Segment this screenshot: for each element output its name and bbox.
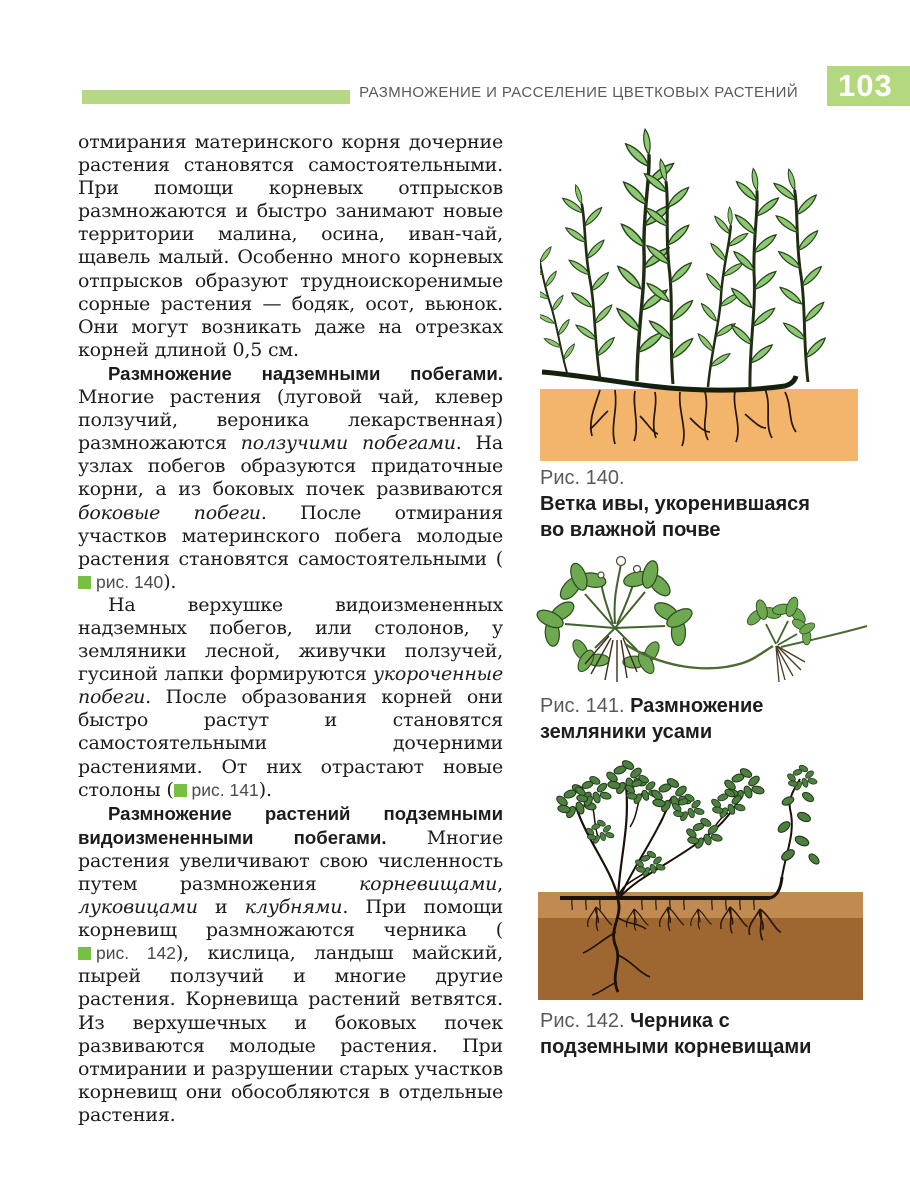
text-segment: отмирания материнского корня дочерние растения становятся самостоятельными. При помощи корневых отпрысков размножаются и быстро занимают новые территории малина, осина, иван-чай, щавель малый. Особенно много корневых отпрысков образуют трудноискоренимые сорные растения — бодяк, осот, вьюнок. Они могут возникать даже на отрезках корней длиной 0,5 см. (78, 131, 503, 361)
paragraph (78, 802, 503, 1127)
text-segment: корневищами (359, 873, 498, 895)
figure-141-title: Размножение земляники усами (540, 695, 764, 743)
text-segment: Многие растения увеличивают свою численность путем размножения (78, 826, 503, 895)
text-segment: . При помощи корневищ размножаются черника ( (78, 896, 503, 942)
text-segment: Размножение надземными побегами. (108, 362, 503, 384)
figure-141-label: Рис. 141. (540, 695, 631, 717)
text-segment: . После отмирания участков материнского побега молодые растения становятся самостоятельными ( (78, 501, 503, 570)
figure-140-title: Ветка ивы, укоренившаяся во влажной почве (540, 493, 810, 541)
text-segment: . На узлах побегов образуются придаточные корни, а из боковых почек развиваются (78, 432, 503, 501)
figure-142-title: Черника с подземными корневищами (540, 1010, 812, 1058)
figure-141-caption (540, 693, 840, 745)
figure-140 (540, 126, 858, 462)
text-segment: Многие растения (луговой чай, клевер ползучий, вероника лекарственная) размножаются (78, 386, 503, 455)
green-square-icon (78, 947, 91, 960)
paragraph (78, 594, 503, 802)
text-segment: На верхушке видоизмененных надземных побегов, или столонов, у земляники лесной, живучки ползучей, гусиной лапки формируются (78, 593, 503, 686)
text-segment: клубнями (244, 896, 343, 919)
page-number-badge (827, 66, 910, 106)
figure-reference: рис. 141 (174, 780, 259, 800)
text-segment: ). (258, 778, 272, 801)
figure-142 (538, 757, 863, 1003)
text-segment: ). (163, 570, 177, 593)
text-segment: Размножение растений подземными видоизмененными побегами. (78, 802, 503, 848)
fig-142-blueberry-illustration (538, 757, 863, 1003)
text-segment: боковые побеги (78, 501, 261, 524)
text-segment: луковицами (78, 896, 198, 919)
text-segment: ), кислица, ландыш майский, пырей ползучий и многие другие растения. Корневища растений ветвятся. Из верхушечных и боковых почек развиваются молодые растения. При отмирании и разрушении старых участков корневищ они обособляются в отдельные растения. (78, 942, 503, 1126)
text-segment: , (497, 873, 503, 895)
figure-142-label: Рис. 142. (540, 1010, 631, 1032)
fig-141-strawberry-illustration (533, 546, 870, 688)
text-segment: и (197, 896, 245, 919)
text-segment: ползучими побегами (240, 432, 456, 455)
figure-reference: рис. 140 (78, 572, 163, 592)
paragraph (78, 362, 503, 594)
figure-141 (533, 546, 870, 688)
running-head: РАЗМНОЖЕНИЕ И РАССЕЛЕНИЕ ЦВЕТКОВЫХ РАСТЕНИЙ (359, 84, 798, 101)
green-square-icon (174, 784, 187, 797)
text-segment: . После образования корней они быстро растут и становятся самостоятельными дочерними растениями. От них отрастают новые столоны ( (78, 686, 503, 801)
fig-140-willow-illustration (540, 126, 858, 462)
page-number: 103 (838, 68, 893, 103)
article-text-column (78, 131, 503, 1127)
figure-140-caption (540, 465, 810, 543)
figure-reference: рис. 142 (78, 943, 176, 963)
figure-142-caption (540, 1008, 840, 1060)
header-rule (82, 90, 350, 104)
text-segment: укороченные побеги (78, 663, 503, 709)
green-square-icon (78, 576, 91, 589)
figure-140-label: Рис. 140. (540, 467, 625, 489)
paragraph (78, 131, 503, 362)
